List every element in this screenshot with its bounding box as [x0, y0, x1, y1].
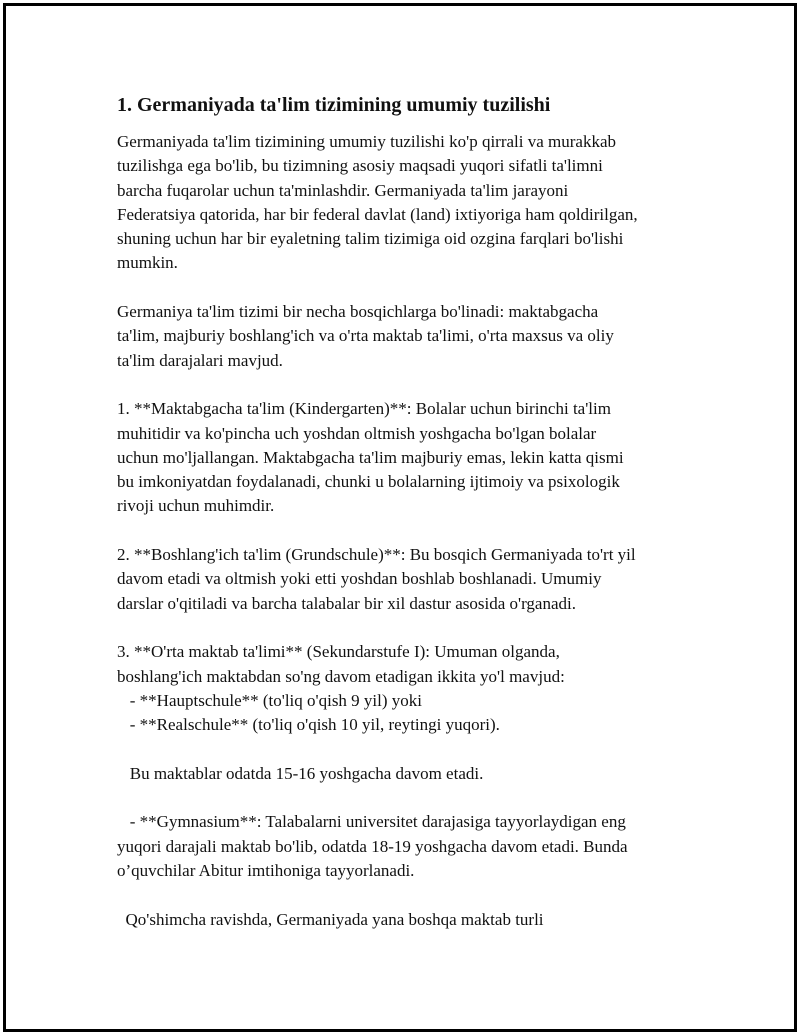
text-line: rivoji uchun muhimdir. — [117, 496, 275, 516]
blank-line — [117, 883, 697, 907]
text-line: 1. **Maktabgacha ta'lim (Kindergarten)**: Bolalar uchun birinchi ta'lim — [117, 399, 611, 419]
text-line: Germaniyada ta'lim tizimining umumiy tuzilishi ko'p qirrali va murakkab — [117, 132, 617, 151]
text-line: Qo'shimcha ravishda, Germaniyada yana boshqa maktab turli — [117, 909, 544, 929]
text-line: ta'lim, majburiy boshlang'ich va o'rta maktab ta'limi, o'rta maxsus va oliy — [117, 326, 614, 346]
document-text — [117, 130, 697, 932]
text-line: - **Hauptschule** (to'liq o'qish 9 yil) yoki — [117, 690, 423, 710]
text-line: o’quvchilar Abitur imtihoniga tayyorlanadi. — [117, 860, 415, 880]
text-line: - **Gymnasium**: Talabalarni universitet darajasiga tayyorlaydigan eng — [117, 812, 626, 832]
text-line: yuqori darajali maktab bo'lib, odatda 18-19 yoshgacha davom etadi. Bunda — [117, 836, 628, 856]
text-line: mumkin. — [117, 253, 178, 273]
text-line: 3. **O'rta maktab ta'limi** (Sekundarstufe I): Umuman olganda, — [117, 642, 560, 662]
text-line: Germaniya ta'lim tizimi bir necha bosqichlarga bo'linadi: maktabgacha — [117, 302, 599, 322]
text-line: shuning uchun har bir eyaletning talim tizimiga oid ozgina farqlari bo'lishi — [117, 229, 624, 249]
text-line: uchun mo'ljallangan. Maktabgacha ta'lim majburiy emas, lekin katta qismi — [117, 447, 624, 467]
blank-line — [117, 737, 697, 761]
blank-line — [117, 616, 697, 640]
blank-line — [117, 519, 697, 543]
text-line: - **Realschule** (to'liq o'qish 10 yil, reytingi yuqori). — [117, 715, 500, 735]
text-line: tuzilishga ega bo'lib, bu tizimning asosiy maqsadi yuqori sifatli ta'limni — [117, 156, 603, 176]
blank-line — [117, 276, 697, 300]
text-line: boshlang'ich maktabdan so'ng davom etadigan ikkita yo'l mavjud: — [117, 666, 565, 686]
document-title: 1. Germaniyada ta'lim tizimining umumiy tuzilishi — [117, 94, 551, 116]
document-body — [117, 92, 697, 932]
text-line: bu imkoniyatdan foydalanadi, chunki u bolalarning ijtimoiy va psixologik — [117, 472, 620, 492]
text-line: ta'lim darajalari mavjud. — [117, 350, 283, 370]
text-line: Bu maktablar odatda 15-16 yoshgacha davom etadi. — [117, 763, 484, 783]
blank-line — [117, 373, 697, 397]
text-line: 2. **Boshlang'ich ta'lim (Grundschule)**: Bu bosqich Germaniyada to'rt yil — [117, 545, 636, 565]
text-line: muhitidir va ko'pincha uch yoshdan oltmish yoshgacha bo'lgan bolalar — [117, 423, 597, 443]
text-line: Federatsiya qatorida, har bir federal davlat (land) ixtiyoriga ham qoldirilgan, — [117, 204, 638, 224]
text-line: barcha fuqarolar uchun ta'minlashdir. Germaniyada ta'lim jarayoni — [117, 180, 569, 200]
text-line: davom etadi va oltmish yoki etti yoshdan boshlab boshlanadi. Umumiy — [117, 569, 602, 589]
blank-line — [117, 786, 697, 810]
text-line: darslar o'qitiladi va barcha talabalar bir xil dastur asosida o'rganadi. — [117, 593, 576, 613]
